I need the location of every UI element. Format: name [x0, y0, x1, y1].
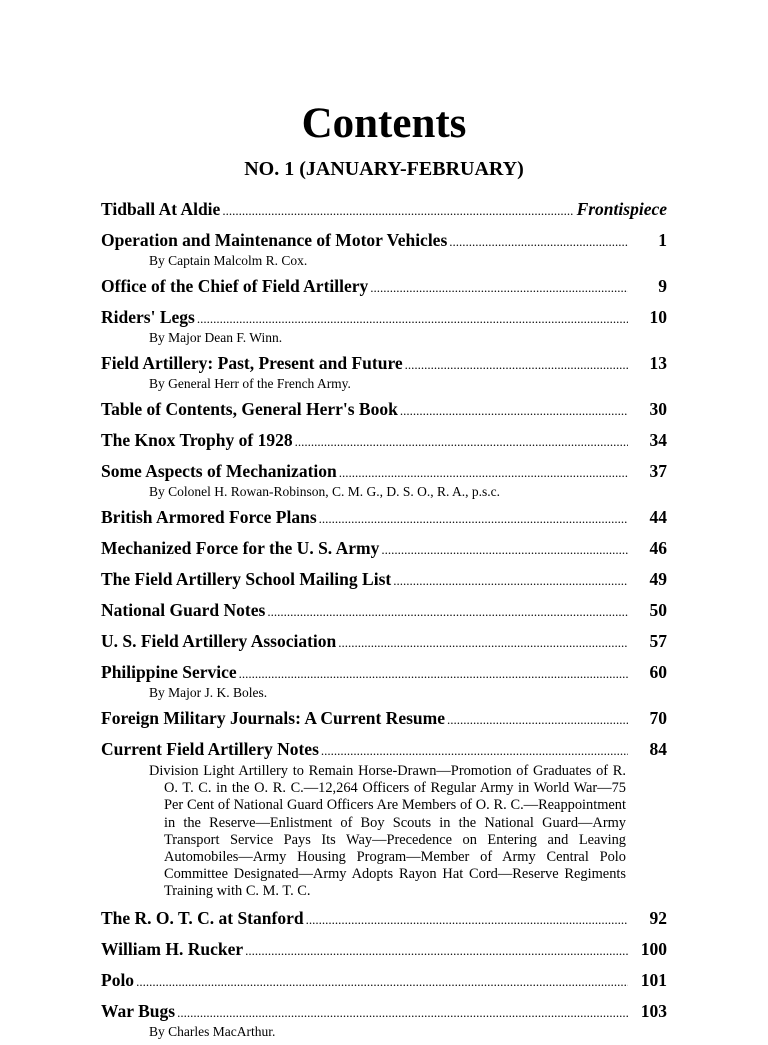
toc-entry [101, 660, 667, 701]
toc-entry [101, 706, 667, 732]
toc-entry-page: 30 [649, 399, 667, 419]
toc-entry-row [101, 937, 667, 963]
toc-entry-row [101, 629, 667, 655]
toc-entry-row [101, 567, 667, 593]
toc-entry-row [101, 505, 667, 531]
toc-entry-description: Division Light Artillery to Remain Horse-Drawn—Promotion of Graduates of R. O. T. C. in the O. R. C.—12,264 Officers of Regular Army in World War—75 Per Cent of National Guard Officers Are Members of O. R. C.—Reappointment in the Reserve—Enlistment of Boy Scouts in the National Guard—Army Transport Service Pays Its Way—Precedence on Entering and Leaving Automobiles—Army Housing Program—Member of Army Central Polo Committee Designated—Army Adopts Rayon Hat Cord—Reserve Regiments Training with C. M. T. C. [149, 763, 626, 900]
toc-entry-page: 49 [649, 569, 667, 589]
dot-leader [319, 507, 628, 531]
toc-entry-title: Field Artillery: Past, Present and Future [101, 353, 403, 373]
toc-entry [101, 397, 667, 423]
toc-entry-title: Operation and Maintenance of Motor Vehicles [101, 230, 448, 250]
toc-entry [101, 228, 667, 269]
toc-entry-byline: By Charles MacArthur. [149, 1023, 276, 1039]
dot-leader [400, 399, 628, 423]
toc-list [101, 197, 667, 1040]
toc-entry [101, 459, 667, 500]
toc-entry-title: Current Field Artillery Notes [101, 739, 319, 759]
toc-entry-title: Riders' Legs [101, 307, 195, 327]
toc-entry-title: Philippine Service [101, 662, 237, 682]
toc-entry-byline: By Major Dean F. Winn. [149, 330, 283, 345]
toc-entry-title: British Armored Force Plans [101, 507, 317, 527]
toc-entry-row [101, 197, 667, 223]
dot-leader [239, 662, 628, 686]
toc-entry-page: Frontispiece [576, 199, 667, 219]
toc-entry [101, 351, 667, 392]
toc-entry-title: The Knox Trophy of 1928 [101, 430, 293, 450]
toc-entry-title: Office of the Chief of Field Artillery [101, 276, 369, 296]
toc-entry-page: 34 [649, 430, 667, 450]
contents-page [101, 98, 667, 1045]
toc-entry-title: Polo [101, 969, 135, 990]
dot-leader [197, 307, 628, 331]
toc-entry-byline: By Captain Malcolm R. Cox. [149, 253, 308, 268]
dot-leader [405, 353, 628, 377]
toc-entry [101, 968, 667, 994]
toc-entry-page: 57 [649, 631, 667, 651]
toc-entry [101, 505, 667, 531]
dot-leader [393, 569, 628, 593]
toc-entry-title: Tidball At Aldie [101, 199, 221, 219]
dot-leader [339, 461, 628, 485]
toc-entry-page: 100 [640, 938, 667, 959]
toc-entry [101, 737, 667, 901]
toc-entry-page: 44 [649, 507, 667, 527]
dot-leader [370, 276, 628, 300]
toc-entry-page: 50 [649, 600, 667, 620]
toc-entry-title: Table of Contents, General Herr's Book [101, 399, 398, 419]
toc-entry-row [101, 598, 667, 624]
toc-entry-row [101, 397, 667, 423]
dot-leader [267, 600, 628, 624]
toc-entry-byline: By General Herr of the French Army. [149, 376, 351, 391]
toc-entry-row [101, 706, 667, 732]
dot-leader [321, 739, 628, 763]
toc-entry [101, 197, 667, 223]
toc-entry-row [101, 351, 667, 377]
toc-entry-page: 1 [658, 230, 667, 250]
toc-entry-page: 10 [649, 307, 667, 327]
toc-entry-row [101, 660, 667, 686]
toc-entry [101, 629, 667, 655]
dot-leader [306, 908, 628, 932]
toc-entry-page: 37 [649, 461, 667, 481]
toc-entry-row [101, 274, 667, 300]
toc-entry-title: The R. O. T. C. at Stanford [101, 907, 304, 928]
toc-entry-page: 103 [640, 1000, 667, 1021]
toc-entry-row [101, 737, 667, 763]
toc-entry-page: 84 [649, 739, 667, 759]
toc-entry-page: 70 [649, 708, 667, 728]
toc-entry-title: U. S. Field Artillery Association [101, 631, 337, 651]
toc-entry-title: William H. Rucker [101, 938, 244, 959]
toc-entry [101, 567, 667, 593]
toc-entry-title: Some Aspects of Mechanization [101, 461, 337, 481]
toc-entry [101, 937, 667, 963]
dot-leader [136, 970, 628, 994]
toc-entry-title: War Bugs [101, 1000, 176, 1021]
toc-entry [101, 598, 667, 624]
dot-leader [447, 708, 628, 732]
toc-entry-byline: By Major J. K. Boles. [149, 685, 268, 700]
toc-entry [101, 906, 667, 932]
toc-entry-title: Mechanized Force for the U. S. Army [101, 538, 380, 558]
dot-leader [177, 1001, 628, 1025]
dot-leader [295, 430, 628, 454]
toc-entry-title: Foreign Military Journals: A Current Resume [101, 708, 445, 728]
toc-entry-row [101, 228, 667, 254]
toc-entry-page: 9 [658, 276, 667, 296]
toc-entry [101, 536, 667, 562]
toc-entry-row [101, 459, 667, 485]
issue-subtitle: NO. 1 (JANUARY-FEBRUARY) [244, 158, 524, 180]
toc-entry [101, 274, 667, 300]
toc-entry-row [101, 999, 667, 1025]
toc-entry-page: 46 [649, 538, 667, 558]
toc-entry-row [101, 428, 667, 454]
toc-entry-page: 60 [649, 662, 667, 682]
dot-leader [381, 538, 628, 562]
toc-entry-title: The Field Artillery School Mailing List [101, 569, 392, 589]
page-title: Contents [301, 100, 467, 147]
toc-entry-row [101, 305, 667, 331]
toc-entry [101, 999, 667, 1040]
toc-entry-page: 92 [649, 907, 667, 928]
toc-entry-page: 13 [649, 353, 667, 373]
toc-entry-title: National Guard Notes [101, 600, 266, 620]
toc-entry-row [101, 968, 667, 994]
toc-entry-row [101, 536, 667, 562]
dot-leader [245, 939, 628, 963]
dot-leader [222, 199, 573, 223]
toc-entry-byline: By Colonel H. Rowan-Robinson, C. M. G., D. S. O., R. A., p.s.c. [149, 484, 501, 499]
dot-leader [449, 230, 628, 254]
toc-entry [101, 428, 667, 454]
toc-entry-page: 101 [640, 969, 667, 990]
toc-entry-row [101, 906, 667, 932]
toc-entry [101, 305, 667, 346]
dot-leader [338, 631, 628, 655]
